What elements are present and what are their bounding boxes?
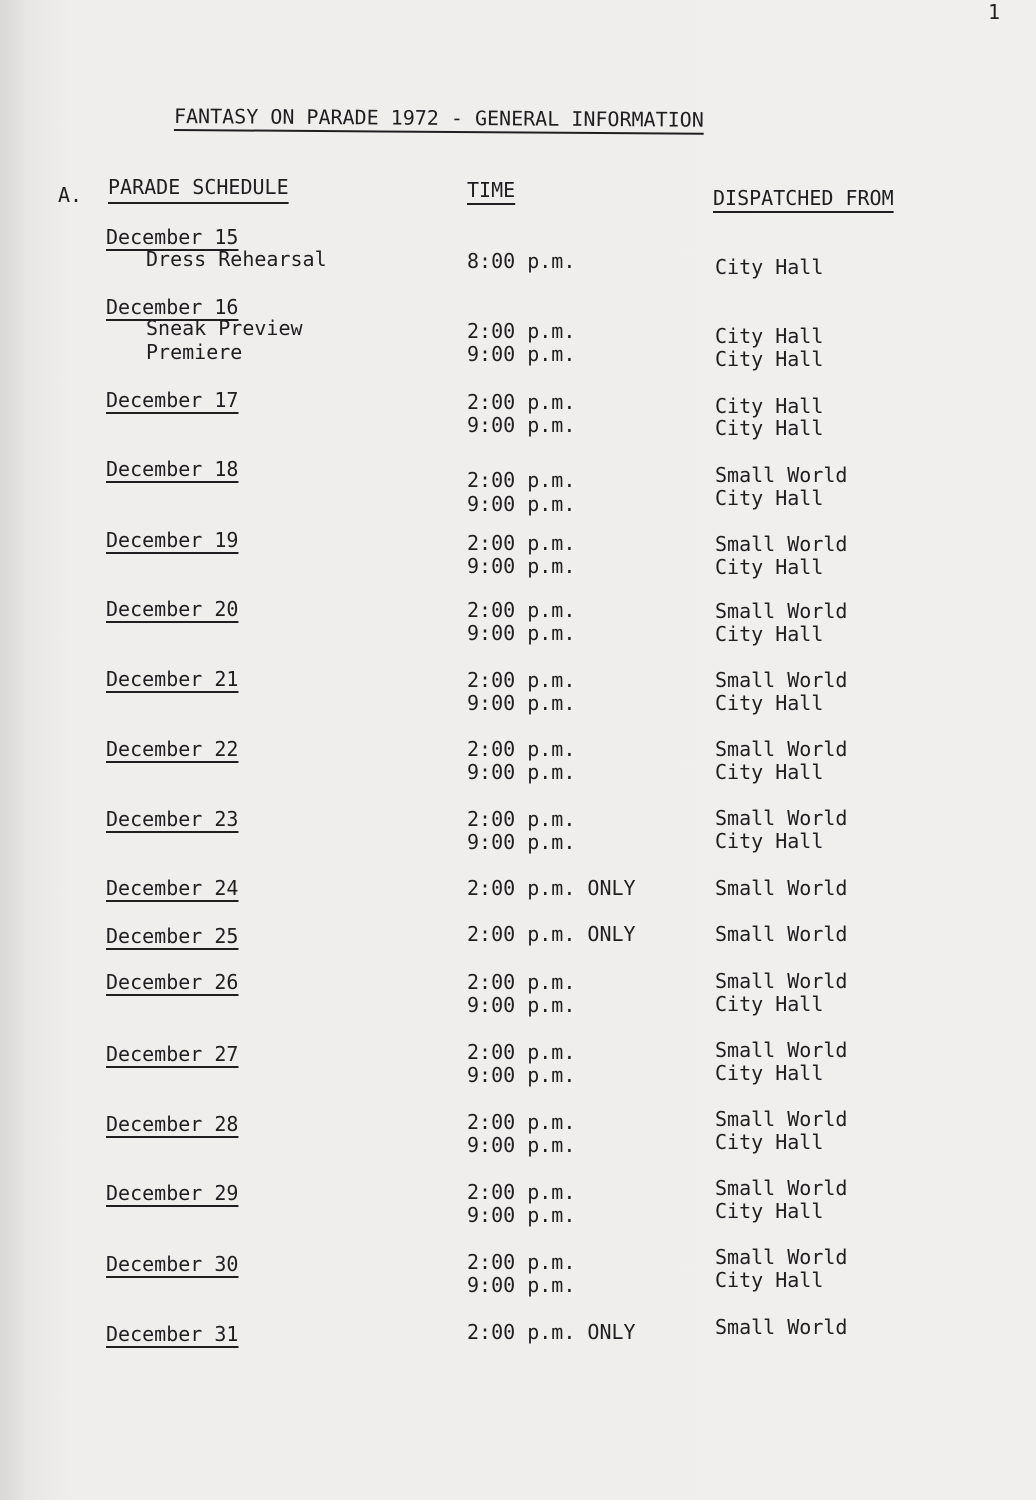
schedule-dispatched-from: Small World — [715, 1315, 848, 1339]
document-title: FANTASY ON PARADE 1972 - GENERAL INFORMATION — [173, 104, 704, 132]
schedule-dispatched-from: Small World — [715, 532, 848, 556]
schedule-time: 2:00 p.m. — [467, 468, 576, 492]
schedule-time: 2:00 p.m. ONLY — [467, 876, 636, 900]
schedule-time: 2:00 p.m. — [467, 1110, 576, 1134]
schedule-date: December 28 — [106, 1112, 239, 1136]
column-header-time: TIME — [467, 178, 516, 202]
schedule-date: December 24 — [106, 876, 239, 900]
schedule-event: Dress Rehearsal — [146, 247, 327, 271]
schedule-dispatched-from: Small World — [715, 922, 848, 946]
schedule-dispatched-from: Small World — [715, 1038, 848, 1062]
schedule-time: 9:00 p.m. — [467, 1203, 576, 1227]
schedule-dispatched-from: City Hall — [715, 829, 824, 853]
schedule-dispatched-from: City Hall — [715, 486, 824, 510]
schedule-time: 9:00 p.m. — [467, 554, 576, 578]
schedule-dispatched-from: Small World — [715, 737, 848, 761]
schedule-time: 2:00 p.m. — [467, 319, 576, 343]
schedule-dispatched-from: Small World — [715, 1176, 848, 1200]
schedule-date: December 23 — [106, 807, 239, 831]
schedule-dispatched-from: City Hall — [715, 416, 824, 440]
schedule-time: 9:00 p.m. — [467, 1273, 576, 1297]
section-heading: PARADE SCHEDULE — [108, 175, 289, 199]
column-header-dispatched-from: DISPATCHED FROM — [713, 186, 894, 210]
schedule-time: 9:00 p.m. — [467, 760, 576, 784]
schedule-dispatched-from: Small World — [715, 463, 848, 487]
schedule-date: December 22 — [106, 737, 239, 761]
schedule-time: 9:00 p.m. — [467, 413, 576, 437]
schedule-time: 2:00 p.m. — [467, 1180, 576, 1204]
schedule-dispatched-from: City Hall — [715, 1130, 824, 1154]
schedule-time: 9:00 p.m. — [467, 691, 576, 715]
schedule-dispatched-from: City Hall — [715, 347, 824, 371]
schedule-dispatched-from: City Hall — [715, 1268, 824, 1292]
schedule-dispatched-from: Small World — [715, 599, 848, 623]
schedule-time: 2:00 p.m. — [467, 668, 576, 692]
schedule-dispatched-from: Small World — [715, 806, 848, 830]
schedule-dispatched-from: City Hall — [715, 1061, 824, 1085]
section-letter: A. — [58, 183, 83, 207]
schedule-date: December 16 — [106, 295, 239, 319]
schedule-time: 2:00 p.m. — [467, 737, 576, 761]
schedule-time: 2:00 p.m. — [467, 531, 576, 555]
schedule-dispatched-from: Small World — [715, 969, 848, 993]
schedule-date: December 15 — [106, 225, 239, 249]
schedule-time: 9:00 p.m. — [467, 993, 576, 1017]
schedule-date: December 27 — [106, 1042, 239, 1066]
schedule-dispatched-from: City Hall — [715, 760, 824, 784]
page-number: 1 — [988, 0, 1001, 24]
schedule-time: 2:00 p.m. — [467, 390, 576, 414]
schedule-dispatched-from: Small World — [715, 668, 848, 692]
schedule-time: 9:00 p.m. — [467, 342, 576, 366]
schedule-dispatched-from: City Hall — [715, 992, 824, 1016]
schedule-date: December 17 — [106, 388, 239, 412]
schedule-event: Sneak Preview — [146, 316, 303, 340]
schedule-time: 2:00 p.m. — [467, 598, 576, 622]
schedule-time: 2:00 p.m. — [467, 970, 576, 994]
schedule-date: December 18 — [106, 457, 239, 481]
schedule-time: 2:00 p.m. — [467, 1040, 576, 1064]
schedule-dispatched-from: City Hall — [715, 555, 824, 579]
schedule-date: December 20 — [106, 597, 239, 621]
schedule-event: Premiere — [146, 340, 243, 364]
schedule-time: 2:00 p.m. ONLY — [467, 922, 636, 946]
schedule-time: 8:00 p.m. — [467, 249, 576, 273]
schedule-date: December 26 — [106, 970, 239, 994]
schedule-date: December 29 — [106, 1181, 239, 1205]
schedule-time: 2:00 p.m. ONLY — [467, 1320, 636, 1344]
schedule-time: 9:00 p.m. — [467, 830, 576, 854]
schedule-time: 9:00 p.m. — [467, 1133, 576, 1157]
schedule-dispatched-from: Small World — [715, 876, 848, 900]
schedule-dispatched-from: Small World — [715, 1107, 848, 1131]
schedule-dispatched-from: City Hall — [715, 324, 824, 348]
schedule-dispatched-from: City Hall — [715, 255, 824, 279]
schedule-time: 2:00 p.m. — [467, 807, 576, 831]
schedule-dispatched-from: City Hall — [715, 622, 824, 646]
schedule-date: December 21 — [106, 667, 239, 691]
schedule-time: 9:00 p.m. — [467, 492, 576, 516]
schedule-time: 9:00 p.m. — [467, 621, 576, 645]
schedule-dispatched-from: City Hall — [715, 691, 824, 715]
schedule-time: 2:00 p.m. — [467, 1250, 576, 1274]
schedule-dispatched-from: Small World — [715, 1245, 848, 1269]
schedule-dispatched-from: City Hall — [715, 1199, 824, 1223]
schedule-date: December 30 — [106, 1252, 239, 1276]
schedule-date: December 31 — [106, 1322, 239, 1346]
schedule-time: 9:00 p.m. — [467, 1063, 576, 1087]
schedule-date: December 19 — [106, 528, 239, 552]
schedule-dispatched-from: City Hall — [715, 394, 824, 418]
schedule-date: December 25 — [106, 924, 239, 948]
